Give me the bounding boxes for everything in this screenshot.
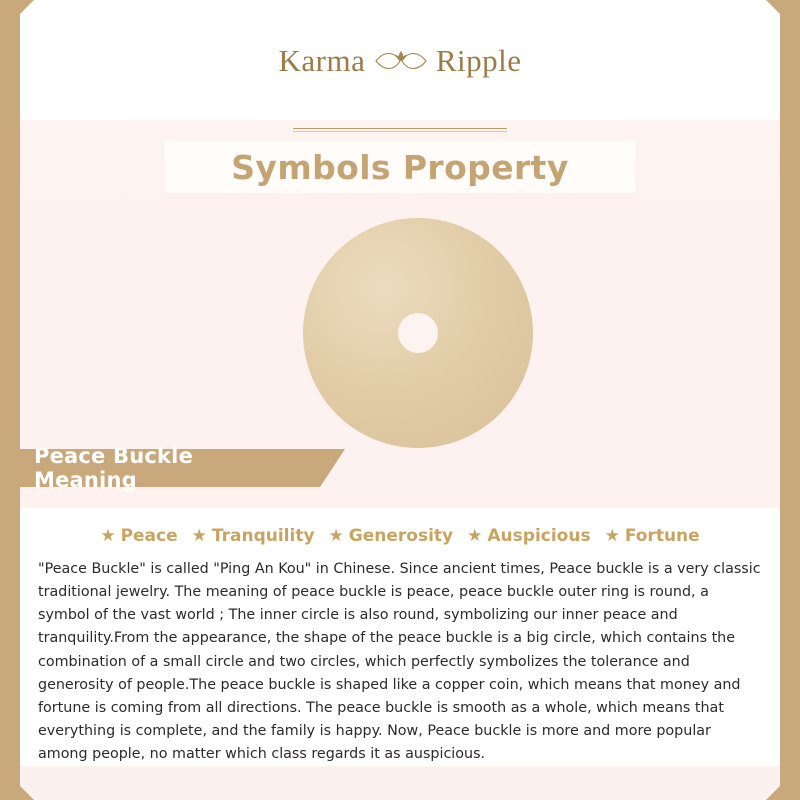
body-paragraph: "Peace Buckle" is called "Ping An Kou" in Chinese. Since ancient times, Peace buckle is a very classic traditional jewelry. The meaning of peace buckle is peace, peace buckle outer ring is round, a symbol of the vast world ; The inner circle is also round, symbolizing our inner peace and tranquility.From the appearance, the shape of the peace buckle is a big circle, which contains the combination of a small circle and two circles, which perfectly symbolizes the tolerance and generosity of people.The peace buckle is shaped like a copper coin, which means that money and fortune is coming from all directions. The peace buckle is smooth as a whole, which means that everything is complete, and the family is happy. Now, Peace buckle is more and more popular among people, no matter which class regards it as auspicious. — [38, 561, 761, 763]
star-icon: ★ — [328, 525, 344, 546]
brand-logo — [0, 40, 800, 79]
brand-logo-text — [278, 40, 521, 79]
keyword-label: Peace — [120, 526, 178, 546]
frame-corner-top-right — [766, 0, 800, 34]
frame-right-edge — [780, 0, 800, 800]
star-icon: ★ — [604, 525, 620, 546]
keyword-item — [329, 526, 454, 546]
keyword-label: Fortune — [624, 526, 700, 546]
section-ribbon — [20, 444, 320, 492]
frame-left-edge — [0, 0, 20, 800]
keyword-label: Generosity — [348, 526, 454, 546]
keyword-label: Tranquility — [211, 526, 315, 546]
page-title-band — [165, 141, 635, 193]
brand-underline-secondary — [293, 131, 507, 132]
keyword-item — [605, 526, 700, 546]
star-icon: ★ — [100, 525, 116, 546]
keyword-item — [192, 526, 315, 546]
star-icon: ★ — [467, 525, 483, 546]
star-icon: ★ — [191, 525, 207, 546]
brand-name-right: Ripple — [435, 42, 522, 78]
keyword-item — [467, 526, 590, 546]
brand-name-left: Karma — [278, 42, 366, 78]
frame-corner-top-left — [0, 0, 34, 34]
lotus-infinity-icon — [374, 44, 428, 78]
bottom-strip — [20, 766, 780, 800]
peace-buckle-hole — [398, 313, 438, 353]
keyword-list — [20, 508, 780, 546]
keyword-label: Auspicious — [487, 526, 591, 546]
content-panel — [20, 508, 780, 766]
page-title: Symbols Property — [231, 147, 569, 187]
brand-underline — [293, 128, 507, 129]
frame-corner-bottom-left — [0, 766, 34, 800]
section-ribbon-label: Peace Buckle Meaning — [34, 444, 194, 492]
peace-buckle-disc-icon — [303, 218, 533, 448]
frame-corner-bottom-right — [766, 766, 800, 800]
keyword-item — [100, 526, 177, 546]
